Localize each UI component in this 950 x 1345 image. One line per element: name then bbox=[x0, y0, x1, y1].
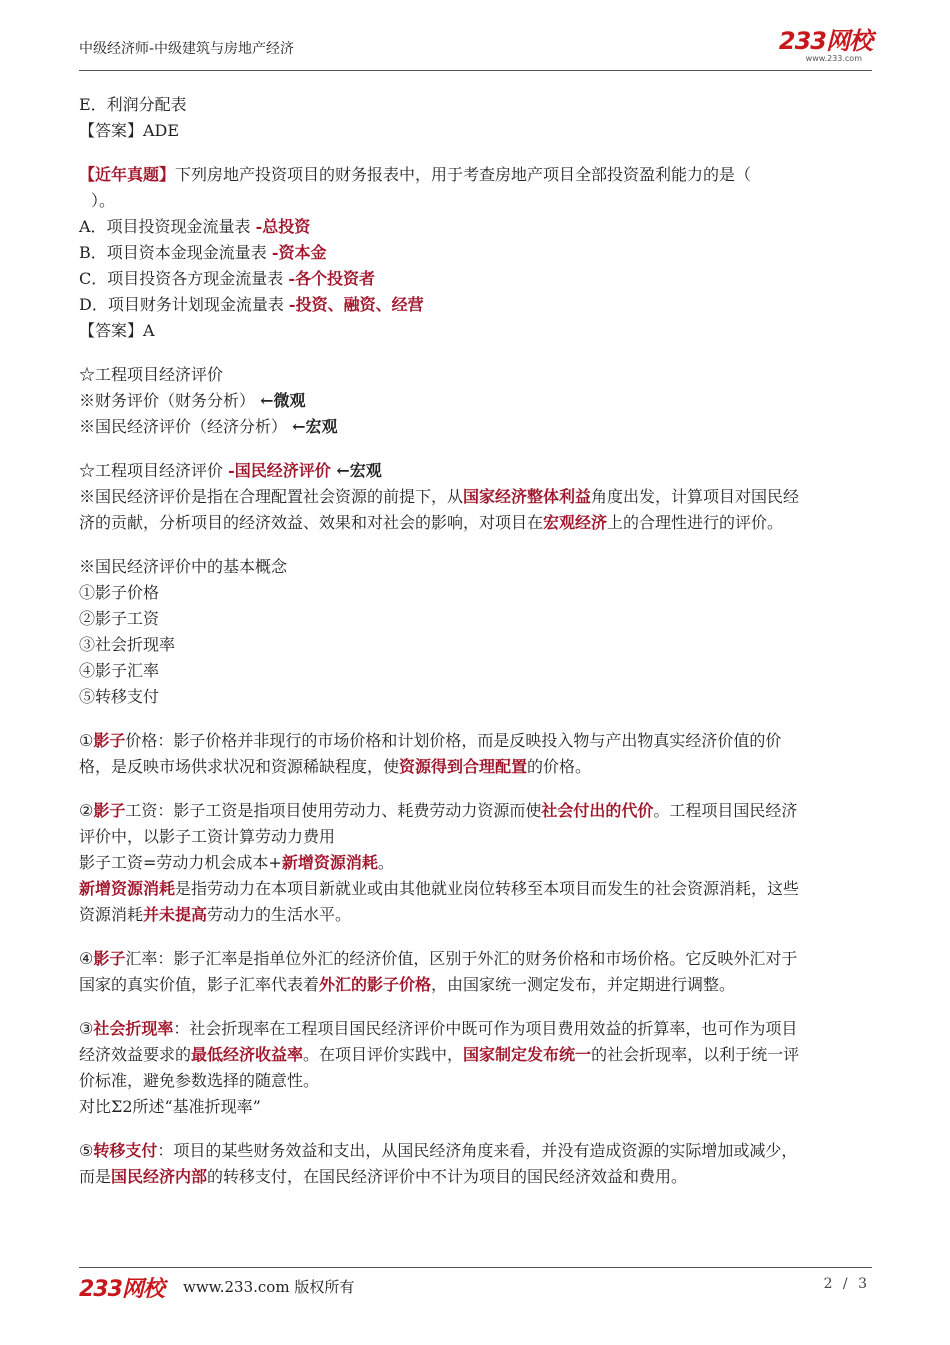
answer-2: 【答案】A bbox=[79, 321, 155, 340]
question-2-cont: ）。 bbox=[91, 191, 116, 210]
section-title-3: ※国民经济评价中的基本概念 bbox=[79, 557, 288, 576]
option-e: E．利润分配表 bbox=[79, 95, 187, 114]
transfer-payment-def: ⑤转移支付：项目的某些财务效益和支出，从国民经济角度来看，并没有造成资源的实际增加或减少， bbox=[79, 1141, 798, 1160]
shadow-wage-formula: 影子工资=劳动力机会成本+新增资源消耗。 bbox=[79, 853, 394, 872]
question-2: 【近年真题】下列房地产投资项目的财务报表中，用于考查房地产项目全部投资盈利能力的是（ bbox=[79, 165, 752, 184]
new-resource-consumption-cont: 资源消耗并未提高劳动力的生活水平。 bbox=[79, 905, 352, 924]
shadow-exchange-def-cont: 国家的真实价值，影子汇率代表着外汇的影子价格，由国家统一测定发布，并定期进行调整。 bbox=[79, 975, 736, 994]
shadow-wage-def: ②影子工资：影子工资是指项目使用劳动力、耗费劳动力资源而使社会付出的代价。工程项目国民经济 bbox=[79, 801, 798, 820]
section-title-2: ☆工程项目经济评价 -国民经济评价 ←宏观 bbox=[79, 461, 382, 480]
shadow-wage-def-cont: 评价中，以影子工资计算劳动力费用 bbox=[79, 827, 336, 846]
logo-mark: 233网校 bbox=[778, 27, 872, 55]
question-tag: 【近年真题】 bbox=[79, 165, 176, 184]
option-b: B．项目资本金现金流量表 -资本金 bbox=[79, 243, 327, 262]
logo-url: www.233.com bbox=[805, 54, 862, 63]
option-d: D．项目财务计划现金流量表 -投资、融资、经营 bbox=[79, 295, 424, 314]
document-body bbox=[79, 92, 869, 1190]
footer-copyright: www.233.com 版权所有 bbox=[183, 1278, 355, 1296]
new-resource-consumption: 新增资源消耗是指劳动力在本项目新就业或由其他就业岗位转移至本项目而发生的社会资源消耗，这些 bbox=[79, 879, 800, 898]
discount-rate-compare: 对比Σ2所述“基准折现率” bbox=[79, 1097, 261, 1116]
answer-1: 【答案】ADE bbox=[79, 121, 180, 140]
shadow-exchange-def: ④影子汇率：影子汇率是指单位外汇的经济价值，区别于外汇的财务价格和市场价格。它反映外汇对于 bbox=[79, 949, 798, 968]
definition-paragraph-cont: 济的贡献，分析项目的经济效益、效果和对社会的影响，对项目在宏观经济上的合理性进行的评价。 bbox=[79, 513, 784, 532]
document-title: 中级经济师-中级建筑与房地产经济 bbox=[79, 41, 295, 57]
concept-item: ④影子汇率 bbox=[79, 661, 160, 680]
discount-rate-def-cont: 经济效益要求的最低经济收益率。在项目评价实践中，国家制定发布统一的社会折现率，以利于统一评 bbox=[79, 1045, 800, 1064]
economic-evaluation: ※国民经济评价（经济分析） ←宏观 bbox=[79, 417, 338, 436]
page-number: 2 / 3 bbox=[823, 1276, 870, 1292]
concept-item: ①影子价格 bbox=[79, 583, 160, 602]
option-a: A．项目投资现金流量表 -总投资 bbox=[79, 217, 311, 236]
logo-233[interactable] bbox=[779, 28, 872, 63]
concept-item: ②影子工资 bbox=[79, 609, 160, 628]
section-title-1: ☆工程项目经济评价 bbox=[79, 365, 224, 384]
footer-logo[interactable]: 233网校 bbox=[79, 1277, 164, 1302]
shadow-price-def-cont: 格，是反映市场供求状况和资源稀缺程度，使资源得到合理配置的价格。 bbox=[79, 757, 592, 776]
page-footer bbox=[79, 1267, 872, 1304]
definition-paragraph: ※国民经济评价是指在合理配置社会资源的前提下，从国家经济整体利益角度出发，计算项目对国民经 bbox=[79, 487, 800, 506]
transfer-payment-def-cont: 而是国民经济内部的转移支付，在国民经济评价中不计为项目的国民经济效益和费用。 bbox=[79, 1167, 688, 1186]
financial-evaluation: ※财务评价（财务分析） ←微观 bbox=[79, 391, 306, 410]
discount-rate-def: ③社会折现率：社会折现率在工程项目国民经济评价中既可作为项目费用效益的折算率，也可作为项目 bbox=[79, 1019, 798, 1038]
discount-rate-def-end: 价标准，避免参数选择的随意性。 bbox=[79, 1071, 320, 1090]
page-header bbox=[79, 27, 872, 71]
option-c: C．项目投资各方现金流量表 -各个投资者 bbox=[79, 269, 375, 288]
concept-item: ③社会折现率 bbox=[79, 635, 176, 654]
shadow-price-def: ①影子价格：影子价格并非现行的市场价格和计划价格，而是反映投入物与产出物真实经济价值的价 bbox=[79, 731, 782, 750]
concept-item: ⑤转移支付 bbox=[79, 687, 160, 706]
